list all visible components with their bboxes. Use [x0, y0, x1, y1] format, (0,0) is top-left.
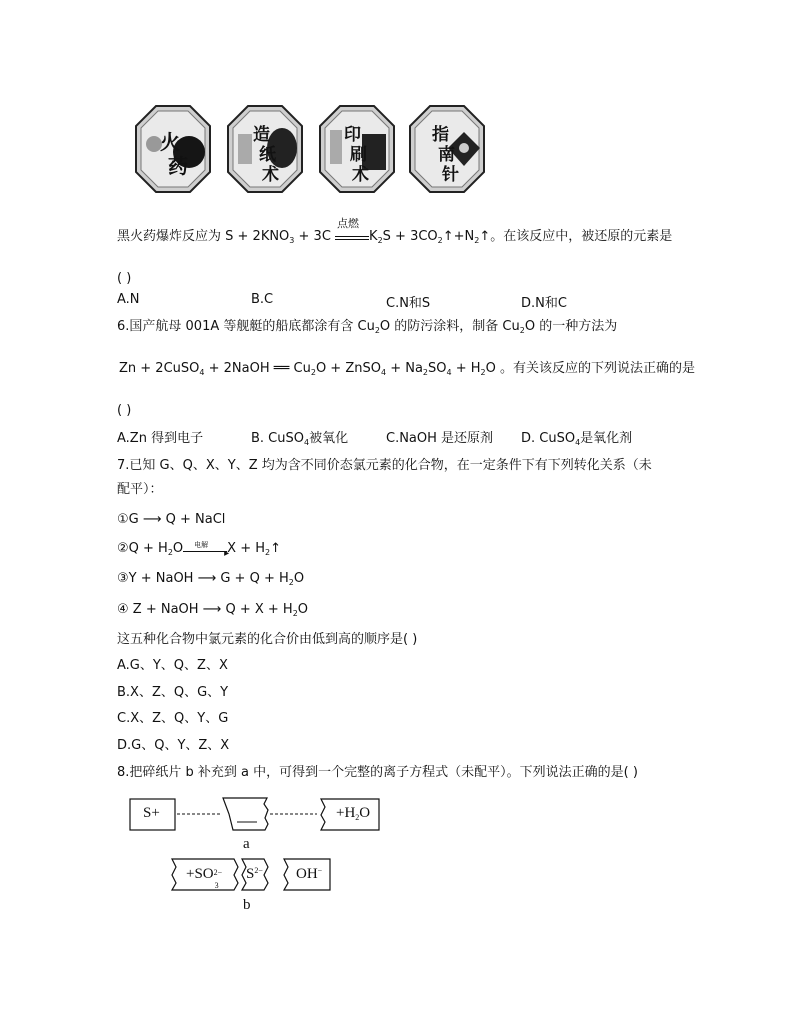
q6-text: O + ZnSO [315, 361, 381, 376]
q6-equation [119, 360, 695, 382]
q5-text: K [369, 229, 378, 244]
q7-stem-line1: 7.已知 G、Q、X、Y、Z 均为含不同价态氯元素的化合物，在一定条件下有下列转化关系（未 [117, 458, 652, 473]
q7-option-b: B.X、Z、Q、G、Y [117, 685, 229, 700]
badge-char: 术 [262, 165, 279, 185]
sub: 2 [355, 813, 360, 822]
q6-text: O 。有关该反应的下列说法正确的是 [485, 361, 695, 376]
sup: 2− [254, 866, 263, 875]
badge-char: 指 [432, 125, 449, 145]
q6-bracket: ( ) [117, 403, 132, 418]
piece-text: S [246, 866, 255, 882]
q6-text: 是氧化剂 [580, 431, 633, 446]
q7-stem-line2: 配平）： [117, 482, 163, 497]
q6-text: O 的防污涂料，制备 Cu [379, 319, 520, 334]
q6-option-d [521, 427, 632, 447]
sub: 2 [265, 548, 271, 557]
piece-a-right-text [336, 805, 370, 822]
q6-text: D. CuSO [521, 431, 576, 446]
q6-text: 被氧化 [309, 431, 349, 446]
sub: 2 [310, 368, 316, 377]
sub: 4 [199, 368, 205, 377]
sub: 4 [446, 368, 452, 377]
sub: 3 [214, 881, 219, 890]
sub: 4 [575, 438, 581, 447]
q5-option-d: D.N和C [521, 296, 567, 311]
label-b: b [243, 897, 251, 913]
sub: 2 [374, 326, 380, 335]
q7-text: ④ Z + NaOH ⟶ Q + X + H [117, 602, 293, 617]
q5-text: S + 3CO [382, 229, 438, 244]
sub: 3 [289, 236, 295, 245]
q6-option-b [251, 427, 348, 447]
q6-stem [117, 318, 617, 340]
sup: − [317, 866, 323, 875]
q5-bracket: ( ) [117, 271, 132, 286]
sub: 2 [519, 326, 525, 335]
q7-text: ↑ [270, 541, 281, 556]
piece-text: O [359, 805, 371, 821]
reaction-arrow: 电解 ▸ [183, 542, 227, 552]
badge-char: 纸 [259, 145, 276, 165]
badge-char: 刷 [350, 145, 367, 165]
q7-text: O [293, 571, 305, 586]
badge-char: 南 [438, 145, 455, 165]
q5-option-a: A.N [117, 292, 140, 307]
piece-text: OH [296, 866, 318, 882]
q6-text: 6.国产航母 001A 等舰艇的船底都涂有含 Cu [117, 319, 375, 334]
q7-text: ③Y + NaOH ⟶ G + Q + H [117, 571, 289, 586]
badge-char: 造 [253, 125, 270, 145]
sub: 2 [422, 368, 429, 377]
q7-option-c: C.X、Z、Q、Y、G [117, 711, 229, 726]
reaction-arrow [335, 217, 369, 240]
q6-option-c: C.NaOH 是还原剂 [386, 431, 494, 446]
piece-a-left-text: S+ [143, 805, 160, 821]
q7-text: X + H [227, 541, 265, 556]
badge-char: 火 [160, 130, 180, 154]
q7-option-a: A.G、Y、Q、Z、X [117, 658, 228, 673]
q6-text: Zn + 2CuSO [119, 361, 200, 376]
piece-b1-text [186, 866, 226, 890]
sub: 4 [380, 368, 387, 377]
q7-reaction-1: ①G ⟶ Q + NaCl [117, 512, 226, 527]
label-a: a [243, 836, 250, 852]
piece-text: +H [336, 805, 356, 821]
q6-text: B. CuSO [251, 431, 304, 446]
q7-reaction-4 [117, 601, 308, 623]
badge-char: 印 [344, 125, 361, 145]
piece-text: +SO [186, 866, 214, 882]
sup: 2− [213, 868, 223, 877]
q6-option-a: A.Zn 得到电子 [117, 431, 204, 446]
q7-text: O [297, 602, 309, 617]
q6-text: + H [451, 361, 481, 376]
badge-char: 针 [442, 165, 459, 185]
q8-question: 8.把碎纸片 b 补充到 a 中，可得到一个完整的离子方程式（未配平）。下列说法正确的是( ) [117, 765, 638, 780]
q7-question: 这五种化合物中氯元素的化合价由低到高的顺序是( ) [117, 632, 418, 647]
piece-b2-text [246, 866, 263, 883]
q5-option-b: B.C [251, 292, 274, 307]
piece-b3-text [296, 866, 322, 883]
q7-reaction-2 [117, 540, 281, 562]
q5-text: ↑+N [442, 229, 475, 244]
q5-text: 黑火药爆炸反应为 S + 2KNO [117, 229, 290, 244]
q7-text: O [172, 541, 184, 556]
sub: 2 [474, 236, 480, 245]
q6-text: + Na [386, 361, 423, 376]
q7-reaction-3 [117, 570, 304, 592]
q5-equation-line [117, 217, 673, 250]
sub: 2 [288, 578, 294, 587]
q7-text: ②Q + H [117, 541, 168, 556]
reaction-condition: 电解 [194, 541, 209, 549]
reaction-condition: 点燃 [337, 217, 360, 230]
badge-char: 术 [352, 165, 369, 185]
q6-text: SO [428, 361, 447, 376]
sub: 2 [292, 609, 298, 618]
sub: 2 [377, 236, 383, 245]
sub: 2 [480, 368, 486, 377]
sub: 4 [303, 438, 310, 447]
badge-char: 药 [168, 154, 188, 178]
sub: 2 [437, 236, 443, 245]
q6-text: + 2NaOH ══ Cu [204, 361, 311, 376]
q5-option-c: C.N和S [386, 296, 431, 311]
q6-text: O 的一种方法为 [524, 319, 618, 334]
sub: 2 [167, 548, 173, 557]
q5-text: + 3C [294, 229, 336, 244]
q7-option-d: D.G、Q、Y、Z、X [117, 738, 230, 753]
q5-text: ↑。在该反应中，被还原的元素是 [479, 229, 673, 244]
